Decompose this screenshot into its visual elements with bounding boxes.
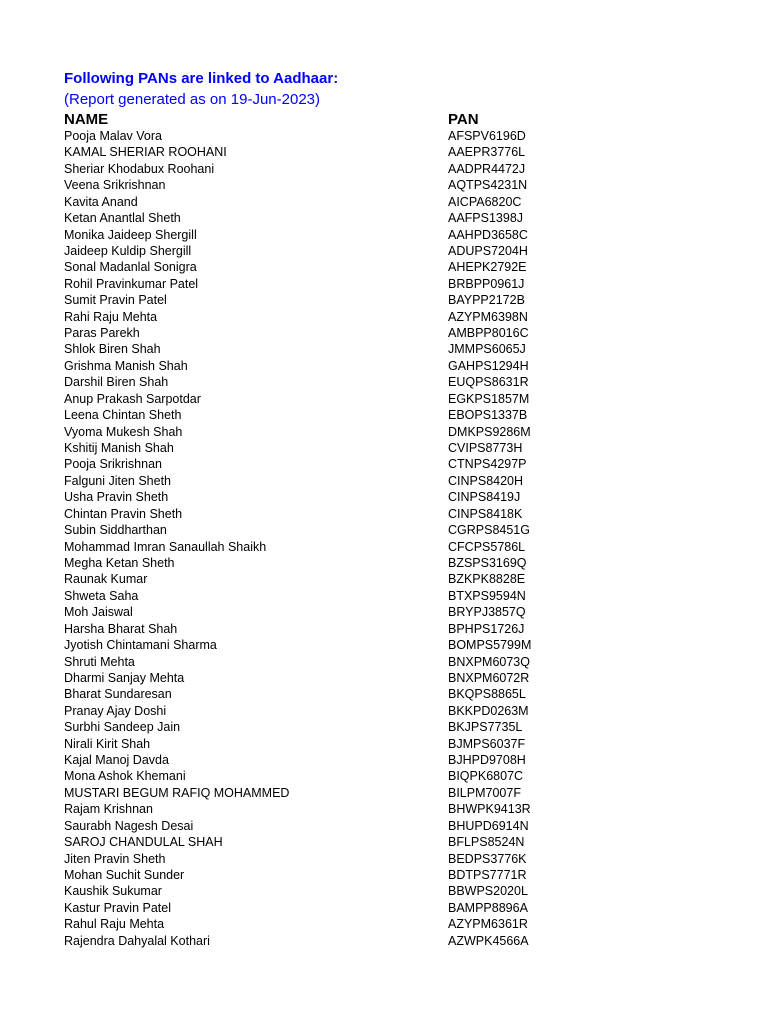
- pan-cell: BKKPD0263M: [448, 703, 529, 718]
- pan-cell: CINPS8420H: [448, 473, 524, 488]
- pan-cell: BJMPS6037F: [448, 736, 526, 751]
- name-cell: Surbhi Sandeep Jain: [64, 720, 181, 735]
- pan-cell: BTXPS9594N: [448, 588, 526, 603]
- name-cell: Mona Ashok Khemani: [64, 769, 186, 784]
- table-row: [0, 440, 768, 456]
- pan-cell: EBOPS1337B: [448, 408, 528, 423]
- name-cell: Kajal Manoj Davda: [64, 753, 169, 768]
- name-cell: Shlok Biren Shah: [64, 342, 161, 357]
- pan-cell: CGRPS8451G: [448, 523, 530, 538]
- name-cell: Darshil Biren Shah: [64, 375, 169, 390]
- pan-cell: BZKPK8828E: [448, 572, 526, 587]
- pan-cell: BEDPS3776K: [448, 851, 527, 866]
- pan-table-body: [0, 128, 768, 949]
- pan-cell: AZYPM6361R: [448, 917, 528, 932]
- table-row: [0, 407, 768, 423]
- name-cell: Megha Ketan Sheth: [64, 555, 175, 570]
- pan-cell: AZWPK4566A: [448, 933, 529, 948]
- table-row: [0, 834, 768, 850]
- name-cell: Rajam Krishnan: [64, 802, 153, 817]
- name-cell: Leena Chintan Sheth: [64, 408, 182, 423]
- name-cell: Mohammad Imran Sanaullah Shaikh: [64, 539, 267, 554]
- table-row: [0, 686, 768, 702]
- name-cell: Rahul Raju Mehta: [64, 917, 165, 932]
- table-row: [0, 506, 768, 522]
- table-row: [0, 752, 768, 768]
- table-row: [0, 785, 768, 801]
- pan-cell: BJHPD9708H: [448, 753, 526, 768]
- table-row: [0, 851, 768, 867]
- pan-cell: BPHPS1726J: [448, 621, 525, 636]
- name-cell: Nirali Kirit Shah: [64, 736, 151, 751]
- table-row: [0, 867, 768, 883]
- pan-cell: AADPR4472J: [448, 161, 526, 176]
- name-cell: Pranay Ajay Doshi: [64, 703, 167, 718]
- table-row: [0, 719, 768, 735]
- name-cell: Subin Siddharthan: [64, 523, 167, 538]
- table-row: [0, 818, 768, 834]
- table-row: [0, 309, 768, 325]
- pan-cell: BBWPS2020L: [448, 884, 528, 899]
- table-row: [0, 801, 768, 817]
- pan-cell: JMMPS6065J: [448, 342, 526, 357]
- pan-cell: BNXPM6072R: [448, 670, 530, 685]
- pan-cell: BZSPS3169Q: [448, 555, 527, 570]
- pan-cell: CINPS8418K: [448, 506, 523, 521]
- table-row: [0, 128, 768, 144]
- table-row: [0, 456, 768, 472]
- pan-cell: BKJPS7735L: [448, 720, 523, 735]
- table-row: [0, 736, 768, 752]
- name-cell: Rahi Raju Mehta: [64, 309, 158, 324]
- pan-cell: AZYPM6398N: [448, 309, 528, 324]
- name-cell: Falguni Jiten Sheth: [64, 473, 172, 488]
- table-row: [0, 933, 768, 949]
- name-cell: Monika Jaideep Shergill: [64, 227, 197, 242]
- table-row: [0, 654, 768, 670]
- table-row: [0, 555, 768, 571]
- name-cell: Rohil Pravinkumar Patel: [64, 276, 199, 291]
- table-row: [0, 374, 768, 390]
- name-cell: Pooja Malav Vora: [64, 129, 162, 143]
- pan-cell: BILPM7007F: [448, 785, 521, 800]
- table-row: [0, 883, 768, 899]
- table-row: [0, 670, 768, 686]
- pan-cell: CFCPS5786L: [448, 539, 526, 554]
- table-row: [0, 161, 768, 177]
- name-cell: Harsha Bharat Shah: [64, 621, 178, 636]
- table-row: [0, 194, 768, 210]
- pan-cell: AAFPS1398J: [448, 211, 524, 226]
- pan-cell: BHWPK9413R: [448, 802, 531, 817]
- pan-cell: BDTPS7771R: [448, 867, 527, 882]
- table-row: [0, 227, 768, 243]
- pan-cell: BAYPP2172B: [448, 293, 525, 308]
- name-cell: Moh Jaiswal: [64, 605, 133, 620]
- pan-cell: DMKPS9286M: [448, 424, 531, 439]
- name-cell: Kaushik Sukumar: [64, 884, 162, 899]
- pan-cell: GAHPS1294H: [448, 358, 529, 373]
- pan-cell: AQTPS4231N: [448, 178, 528, 193]
- name-cell: Ketan Anantlal Sheth: [64, 211, 181, 226]
- table-row: [0, 341, 768, 357]
- name-cell: Rajendra Dahyalal Kothari: [64, 933, 210, 948]
- table-row: [0, 259, 768, 275]
- name-cell: Saurabh Nagesh Desai: [64, 818, 194, 833]
- table-row: [0, 768, 768, 784]
- column-header-name: NAME: [64, 111, 109, 128]
- pan-cell: EUQPS8631R: [448, 375, 529, 390]
- table-row: [0, 637, 768, 653]
- pan-cell: BIQPK6807C: [448, 769, 524, 784]
- table-row: [0, 588, 768, 604]
- name-cell: Usha Pravin Sheth: [64, 490, 169, 505]
- pan-cell: BRBPP0961J: [448, 276, 525, 291]
- pan-cell: EGKPS1857M: [448, 391, 530, 406]
- table-row: [0, 703, 768, 719]
- table-row: [0, 522, 768, 538]
- name-cell: Kavita Anand: [64, 194, 138, 209]
- pan-cell: AFSPV6196D: [448, 129, 526, 143]
- name-cell: Dharmi Sanjay Mehta: [64, 670, 185, 685]
- name-cell: Mohan Suchit Sunder: [64, 867, 185, 882]
- pan-cell: CINPS8419J: [448, 490, 521, 505]
- pan-cell: AMBPP8016C: [448, 326, 529, 341]
- table-row: [0, 391, 768, 407]
- pan-cell: AAEPR3776L: [448, 145, 526, 160]
- table-row: [0, 571, 768, 587]
- column-header-pan: PAN: [448, 111, 479, 128]
- pan-cell: ADUPS7204H: [448, 243, 528, 258]
- report-subtitle: (Report generated as on 19-Jun-2023): [64, 91, 320, 108]
- name-cell: Kastur Pravin Patel: [64, 900, 171, 915]
- table-row: [0, 473, 768, 489]
- table-row: [0, 621, 768, 637]
- name-cell: Sumit Pravin Patel: [64, 293, 167, 308]
- name-cell: Raunak Kumar: [64, 572, 148, 587]
- name-cell: KAMAL SHERIAR ROOHANI: [64, 145, 227, 160]
- pan-cell: BNXPM6073Q: [448, 654, 530, 669]
- pan-cell: BFLPS8524N: [448, 835, 525, 850]
- pan-cell: CTNPS4297P: [448, 457, 527, 472]
- table-row: [0, 292, 768, 308]
- pan-cell: BKQPS8865L: [448, 687, 526, 702]
- name-cell: Chintan Pravin Sheth: [64, 506, 183, 521]
- pan-cell: BAMPP8896A: [448, 900, 528, 915]
- name-cell: Vyoma Mukesh Shah: [64, 424, 183, 439]
- table-row: [0, 604, 768, 620]
- name-cell: Shruti Mehta: [64, 654, 135, 669]
- name-cell: Jiten Pravin Sheth: [64, 851, 166, 866]
- name-cell: Kshitij Manish Shah: [64, 441, 174, 456]
- name-cell: Sonal Madanlal Sonigra: [64, 260, 197, 275]
- table-row: [0, 144, 768, 160]
- report-title: Following PANs are linked to Aadhaar:: [64, 70, 339, 87]
- name-cell: Bharat Sundaresan: [64, 687, 172, 702]
- table-row: [0, 210, 768, 226]
- table-row: [0, 539, 768, 555]
- table-row: [0, 358, 768, 374]
- table-row: [0, 177, 768, 193]
- table-row: [0, 916, 768, 932]
- name-cell: Grishma Manish Shah: [64, 358, 188, 373]
- pan-cell: BHUPD6914N: [448, 818, 529, 833]
- table-row: [0, 243, 768, 259]
- pan-cell: AAHPD3658C: [448, 227, 528, 242]
- pan-cell: AICPA6820C: [448, 194, 522, 209]
- pan-cell: CVIPS8773H: [448, 441, 523, 456]
- pan-cell: BOMPS5799M: [448, 638, 532, 653]
- name-cell: Sheriar Khodabux Roohani: [64, 161, 215, 176]
- table-row: [0, 900, 768, 916]
- table-row: [0, 424, 768, 440]
- name-cell: Jaideep Kuldip Shergill: [64, 243, 192, 258]
- name-cell: Paras Parekh: [64, 326, 140, 341]
- name-cell: Anup Prakash Sarpotdar: [64, 391, 201, 406]
- name-cell: Veena Srikrishnan: [64, 178, 166, 193]
- name-cell: MUSTARI BEGUM RAFIQ MOHAMMED: [64, 785, 290, 800]
- table-row: [0, 325, 768, 341]
- table-row: [0, 489, 768, 505]
- name-cell: SAROJ CHANDULAL SHAH: [64, 835, 223, 850]
- pan-cell: AHEPK2792E: [448, 260, 527, 275]
- name-cell: Pooja Srikrishnan: [64, 457, 162, 472]
- name-cell: Jyotish Chintamani Sharma: [64, 638, 217, 653]
- table-row: [0, 276, 768, 292]
- name-cell: Shweta Saha: [64, 588, 139, 603]
- pan-cell: BRYPJ3857Q: [448, 605, 526, 620]
